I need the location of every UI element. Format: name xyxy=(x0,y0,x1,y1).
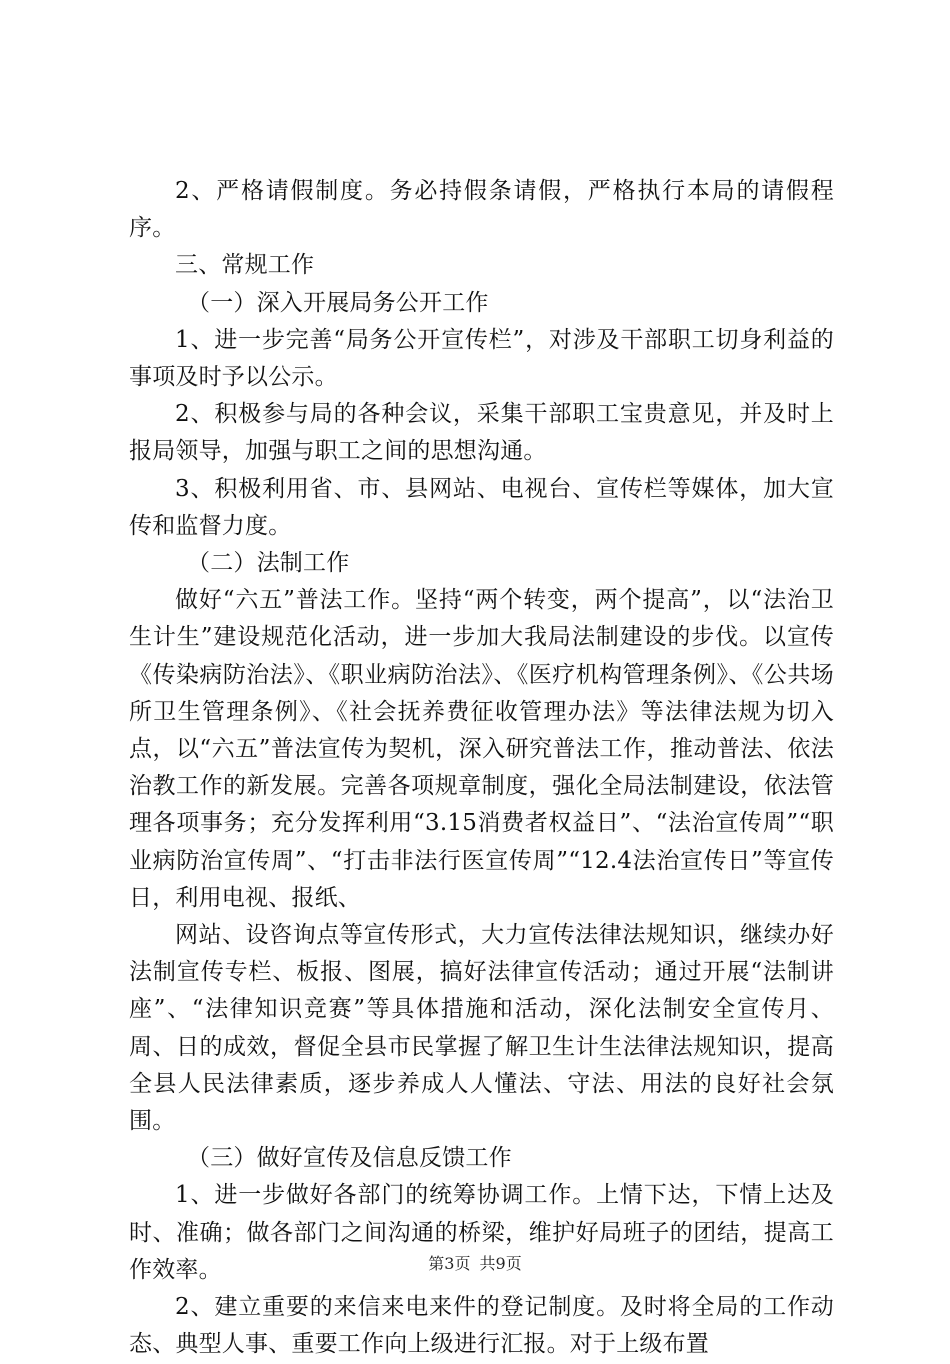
heading-routine-work: 三、常规工作 xyxy=(175,252,315,279)
paragraph-media: 3、积极利用省、市、县网站、电视台、宣传栏等媒体，加大宣传和监督力度。 xyxy=(129,475,834,539)
document-body xyxy=(129,173,834,1364)
paragraph-legal-education: 做好“六五”普法工作。坚持“两个转变，两个提高”，以“法治卫生计生”建设规范化活动，进一步加大我局法制建设的步伐。以宣传《传染病防治法》、《职业病防治法》、《医疗机构管理条例》、《公共场所卫生管理条例》、《社会抚养费征收管理办法》等法律法规为切入点，以“六五”普法宣传为契机，深入研究普法工作，推动普法、依法治教工作的新发展。完善各项规章制度，强化全局法制建设，依法管理各项事务；充分发挥利用“3.15消费者权益日”、“法治宣传周”“职业病防治宣传周”、“打击非法行医宣传周”“12.4法治宣传日”等宣传日，利用电视、报纸、 xyxy=(129,587,834,911)
paragraph-legal-publicity: 网站、设咨询点等宣传形式，大力宣传法律法规知识，继续办好法制宣传专栏、板报、图展，搞好法律宣传活动；通过开展“法制讲座”、“法律知识竞赛”等具体措施和活动，深化法制安全宣传月、周、日的成效，督促全县市民掌握了解卫生计生法律法规知识，提高全县人民法律素质，逐步养成人人懂法、守法、用法的良好社会氛围。 xyxy=(129,922,834,1135)
subheading-legal-work: （二）法制工作 xyxy=(187,550,350,577)
paragraph-leave-system: 2、严格请假制度。务必持假条请假，严格执行本局的请假程序。 xyxy=(129,178,834,242)
page-total: 共9页 xyxy=(479,1254,522,1273)
page-number: 第3页 xyxy=(428,1254,471,1273)
paragraph-registration: 2、建立重要的来信来电来件的登记制度。及时将全局的工作动态、典型人事、重要工作向上级进行汇报。对于上级布置 xyxy=(129,1294,834,1358)
page-footer xyxy=(0,1254,950,1274)
paragraph-meetings: 2、积极参与局的各种会议，采集干部职工宝贵意见，并及时上报局领导，加强与职工之间的思想沟通。 xyxy=(129,401,834,465)
subheading-publicity-feedback: （三）做好宣传及信息反馈工作 xyxy=(187,1145,512,1172)
paragraph-disclosure-board: 1、进一步完善“局务公开宣传栏”，对涉及干部职工切身利益的事项及时予以公示。 xyxy=(129,326,834,391)
subheading-affairs-disclosure: （一）深入开展局务公开工作 xyxy=(187,289,489,316)
paragraph-coordination: 1、进一步做好各部门的统筹协调工作。上情下达，下情上达及时、准确；做各部门之间沟通的桥梁，维护好局班子的团结，提高工作效率。 xyxy=(129,1182,834,1283)
